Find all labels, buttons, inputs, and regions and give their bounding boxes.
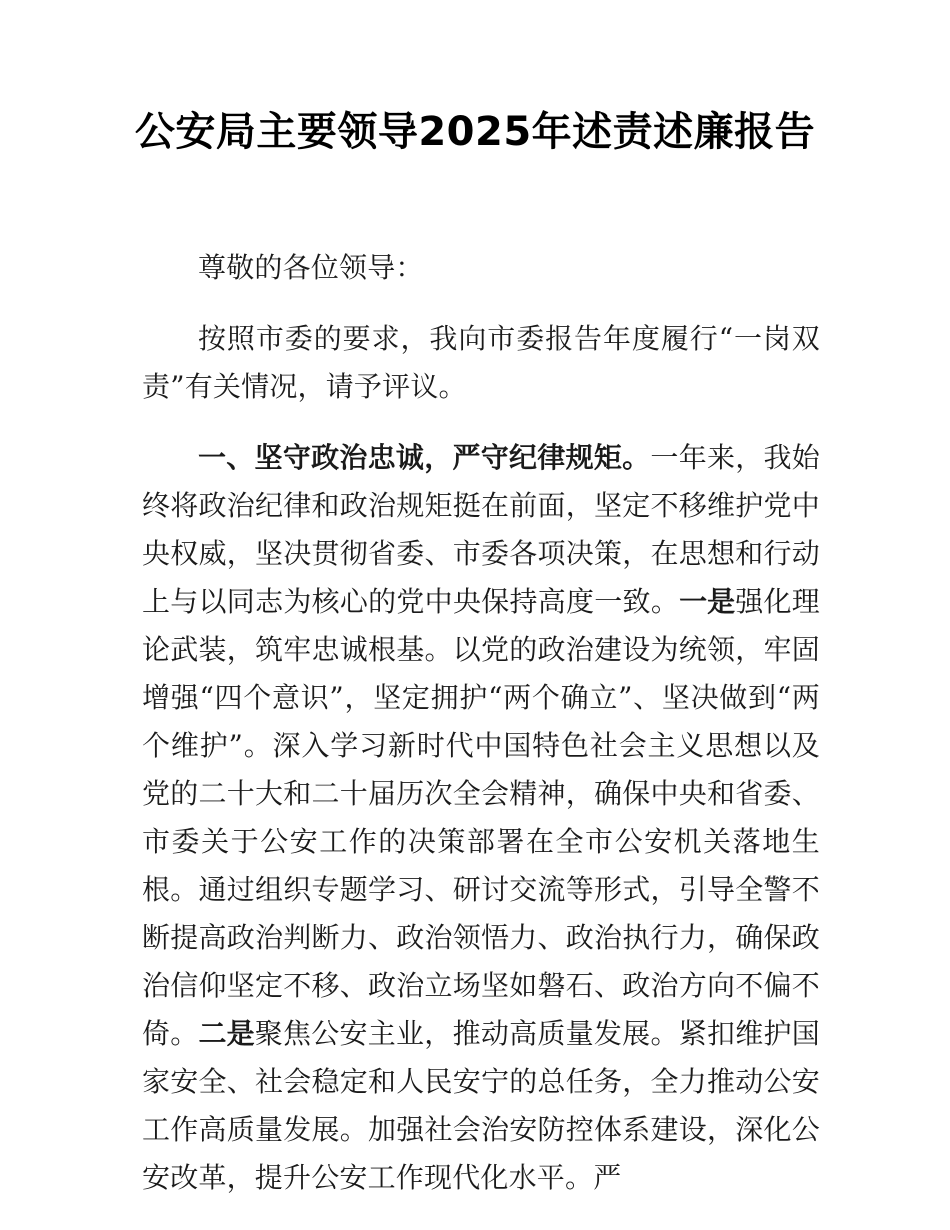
section-one-heading: 一、坚守政治忠诚，严守纪律规矩。: [198, 441, 651, 474]
document-body: [142, 244, 820, 1202]
section-one-point-one-label: 一是: [679, 585, 736, 618]
section-one-point-two-label: 二是: [198, 1017, 255, 1050]
section-one-point-one-text: 强化理论武装，筑牢忠诚根基。以党的政治建设为统领，牢固增强“四个意识”，坚定拥护“两个确立”、坚决做到“两个维护”。深入学习新时代中国特色社会主义思想以及党的二十大和二十届历次全会精神，确保中央和省委、市委关于公安工作的决策部署在全市公安机关落地生根。通过组织专题学习、研讨交流等形式，引导全警不断提高政治判断力、政治领悟力、政治执行力，确保政治信仰坚定不移、政治立场坚如磐石、政治方向不偏不倚。: [142, 585, 820, 1050]
section-one-lead-in: 一年来，我始终将政治纪律和政治规矩挺在前面，坚定不移维护党中央权威，坚决贯彻省委、市委各项决策，在思想和行动上与以同志为核心的党中央保持高度一致。: [142, 441, 821, 618]
page-title: 公安局主要领导2025年述责述廉报告: [134, 109, 816, 155]
salutation-paragraph: 尊敬的各位领导：: [198, 251, 424, 284]
preamble-paragraph: 按照市委的要求，我向市委报告年度履行“一岗双责”有关情况，请予评议。: [142, 322, 820, 403]
section-one-point-two-text: 聚焦公安主业，推动高质量发展。紧扣维护国家安全、社会稳定和人民安宁的总任务，全力推动公安工作高质量发展。加强社会治安防控体系建设，深化公安改革，提升公安工作现代化水平。严: [142, 1017, 820, 1194]
section-one-paragraph: [142, 434, 820, 1202]
